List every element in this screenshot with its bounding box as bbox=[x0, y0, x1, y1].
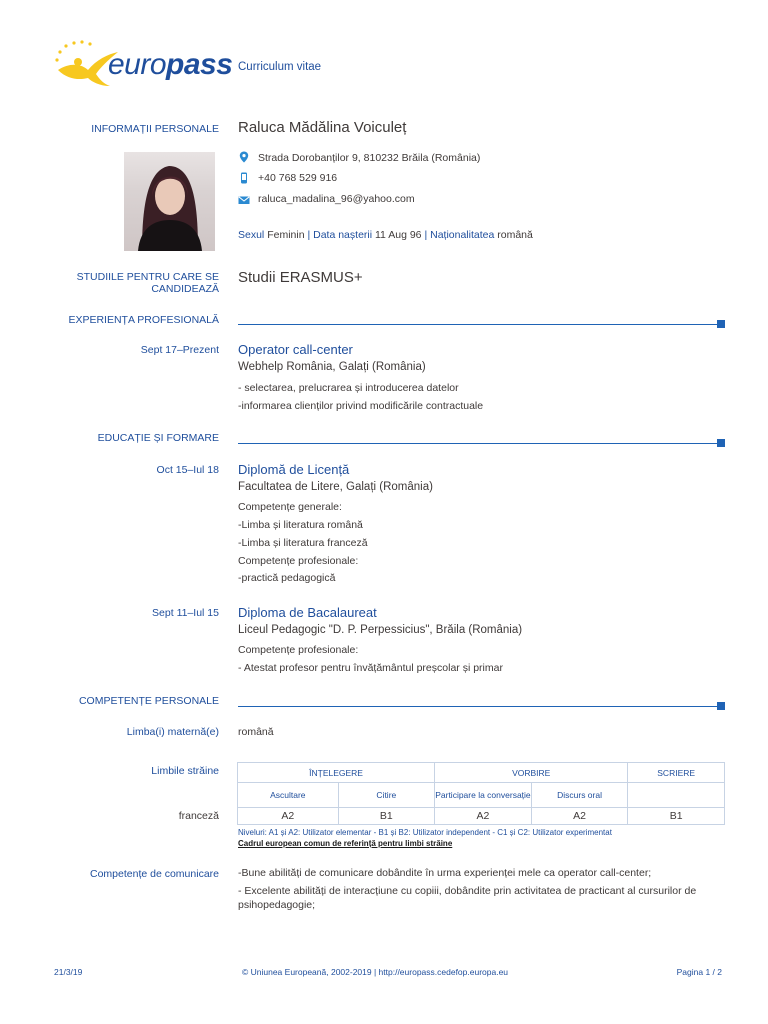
footer-copyright[interactable]: © Uniunea Europeană, 2002-2019 | http://europass.cedefop.europa.eu bbox=[242, 967, 509, 977]
education-section-label: EDUCAȚIE ȘI FORMARE bbox=[97, 432, 219, 444]
level-interaction: A2 bbox=[435, 808, 532, 825]
experience-title: Operator call-center bbox=[238, 342, 353, 357]
group-header-writing: SCRIERE bbox=[628, 763, 725, 783]
email[interactable]: raluca_madalina_96@yahoo.com bbox=[258, 193, 415, 205]
education-institution: Liceul Pedagogic "D. P. Perpessicius", Brăila (România) bbox=[238, 624, 523, 636]
education-institution: Facultatea de Litere, Galați (România) bbox=[238, 481, 433, 493]
studies-value: Studii ERASMUS+ bbox=[238, 269, 363, 286]
logo-text-pass: pass bbox=[166, 48, 233, 81]
group-header-understanding: ÎNȚELEGERE bbox=[238, 763, 435, 783]
experience-section-label: EXPERIENȚA PROFESIONALĂ bbox=[68, 314, 219, 326]
education-title: Diploma de Bacalaureat bbox=[238, 605, 377, 620]
level-reading: B1 bbox=[338, 808, 435, 825]
education-detail: Competențe generale: bbox=[238, 501, 342, 513]
separator: | bbox=[424, 229, 428, 241]
sub-header-production: Discurs oral bbox=[531, 783, 628, 808]
experience-rule bbox=[238, 324, 718, 325]
education-title: Diplomă de Licență bbox=[238, 462, 350, 477]
doc-type: Curriculum vitae bbox=[238, 61, 322, 73]
studies-label-line1: STUDIILE PENTRU CARE SE bbox=[76, 271, 219, 283]
nationality-value: română bbox=[497, 229, 533, 241]
footer-page: Pagina 1 / 2 bbox=[676, 967, 722, 977]
education-detail: -practică pedagogică bbox=[238, 572, 336, 584]
personal-details-line bbox=[238, 229, 533, 241]
education-period: Oct 15–Iul 18 bbox=[156, 464, 219, 476]
skills-rule bbox=[238, 706, 718, 707]
education-detail: Competențe profesionale: bbox=[238, 555, 359, 567]
experience-period: Sept 17–Prezent bbox=[140, 344, 219, 356]
profile-photo bbox=[124, 152, 215, 251]
level-production: A2 bbox=[531, 808, 628, 825]
sex-label: Sexul bbox=[238, 229, 265, 241]
address: Strada Dorobanților 9, 810232 Brăila (România) bbox=[258, 152, 481, 164]
communication-line: psihopedagogie; bbox=[238, 899, 316, 911]
communication-label: Competențe de comunicare bbox=[90, 868, 219, 880]
location-icon bbox=[238, 151, 250, 163]
education-rule bbox=[238, 443, 718, 444]
nationality-label: Naționalitatea bbox=[430, 229, 495, 241]
education-detail: -Limba și literatura română bbox=[238, 519, 363, 531]
sub-header-reading: Citire bbox=[338, 783, 435, 808]
birth-value: 11 Aug 96 bbox=[375, 229, 422, 241]
person-name: Raluca Mădălina Voiculeț bbox=[238, 119, 407, 136]
communication-line: - Excelente abilități de interacțiune cu copiii, dobândite prin activitatea de practicant al cursurilor de bbox=[238, 885, 697, 897]
education-detail: Competențe profesionale: bbox=[238, 644, 359, 656]
levels-note: Niveluri: A1 și A2: Utilizator elementar - B1 și B2: Utilizator independent - C1 și C2: Utilizator experimentat bbox=[238, 828, 612, 837]
personal-section-label: INFORMAȚII PERSONALE bbox=[91, 123, 219, 135]
studies-label bbox=[77, 271, 219, 295]
experience-detail: - selectarea, prelucrarea și introducerea datelor bbox=[238, 382, 459, 394]
education-period: Sept 11–Iul 15 bbox=[152, 607, 219, 619]
level-writing: B1 bbox=[628, 808, 725, 825]
phone-icon bbox=[238, 172, 250, 184]
experience-detail: -informarea clienților privind modificările contractuale bbox=[238, 400, 484, 412]
email-icon bbox=[238, 194, 250, 206]
communication-line: -Bune abilități de comunicare dobândite în urma experienței mele ca operator call-center; bbox=[238, 867, 652, 879]
framework-link[interactable]: Cadrul european comun de referință pentru limbi străine bbox=[238, 839, 453, 848]
sub-header-listening: Ascultare bbox=[238, 783, 339, 808]
mother-tongue-value: română bbox=[238, 726, 274, 738]
studies-label-line2: CANDIDEAZĂ bbox=[151, 283, 219, 295]
logo-text-euro: euro bbox=[108, 48, 167, 81]
language-name: franceză bbox=[178, 810, 219, 822]
mother-tongue-label: Limba(i) maternă(e) bbox=[126, 726, 219, 738]
phone[interactable]: +40 768 529 916 bbox=[258, 172, 338, 184]
language-table bbox=[237, 762, 725, 825]
foreign-languages-label: Limbile străine bbox=[151, 765, 219, 777]
skills-section-label: COMPETENȚE PERSONALE bbox=[78, 695, 219, 707]
europass-logo bbox=[52, 40, 233, 90]
level-listening: A2 bbox=[238, 808, 339, 825]
education-detail: -Limba și literatura franceză bbox=[238, 537, 368, 549]
experience-employer: Webhelp România, Galați (România) bbox=[238, 361, 426, 373]
education-detail: - Atestat profesor pentru învățământul preșcolar și primar bbox=[238, 662, 503, 674]
group-header-speaking: VORBIRE bbox=[435, 763, 628, 783]
birth-label: Data nașterii bbox=[313, 229, 373, 241]
separator: | bbox=[307, 229, 311, 241]
footer-date: 21/3/19 bbox=[54, 967, 83, 977]
sub-header-interaction: Participare la conversație bbox=[435, 783, 532, 808]
sex-value: Feminin bbox=[267, 229, 305, 241]
